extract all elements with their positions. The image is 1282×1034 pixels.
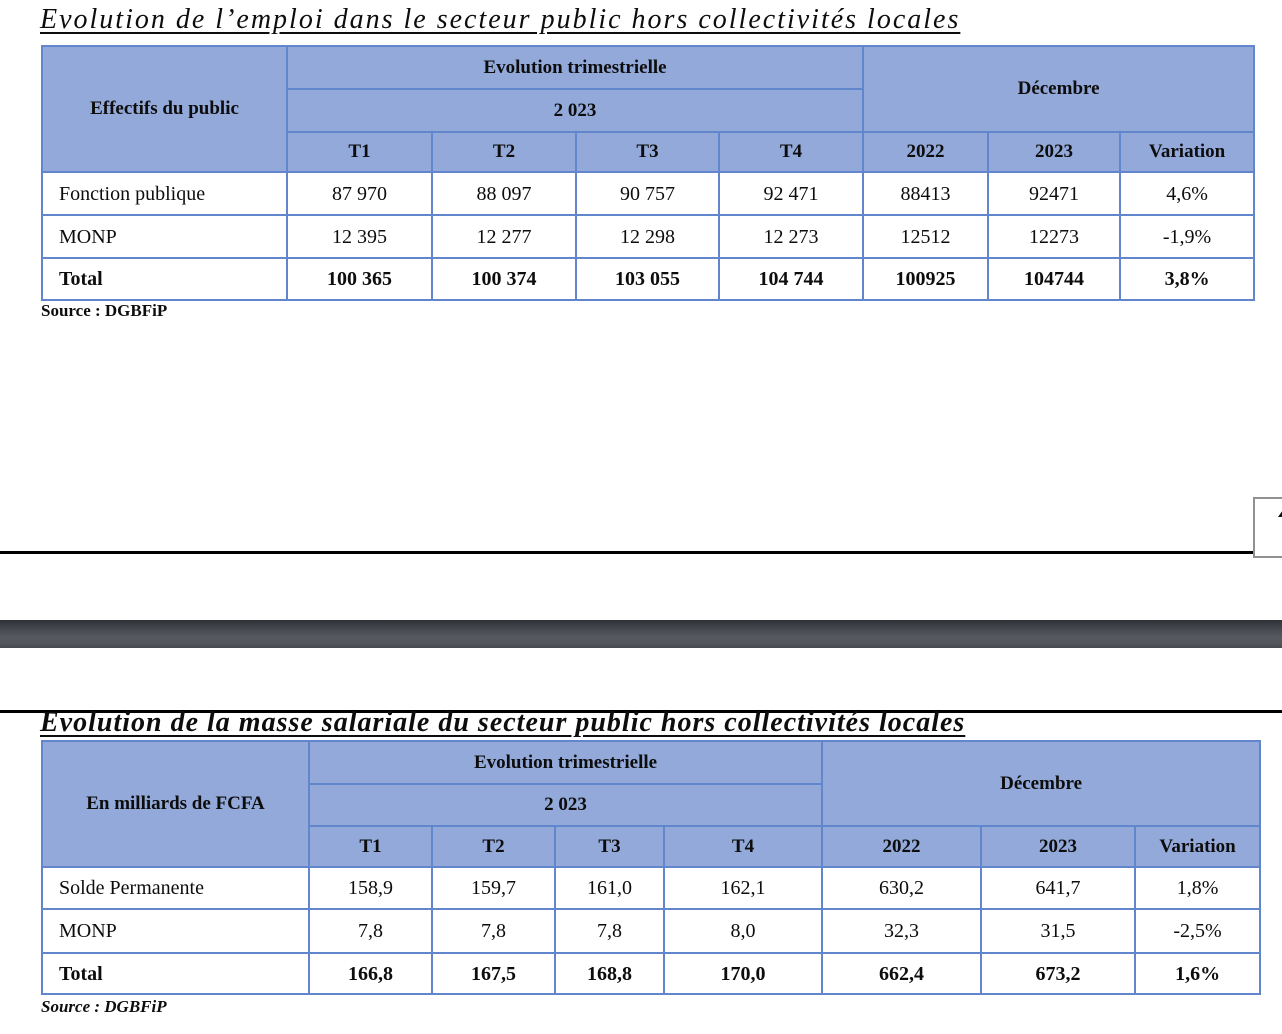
cropped-glyph [1278, 508, 1282, 517]
table-cell: -2,5% [1135, 909, 1260, 953]
table-cell: 168,8 [555, 953, 664, 994]
table-cell: 92 471 [719, 172, 863, 215]
table-total-row [42, 258, 1254, 300]
column-header: T2 [432, 132, 576, 172]
table-cell: 1,6% [1135, 953, 1260, 994]
table-cell: 104 744 [719, 258, 863, 300]
table2-source: Source : DGBFiP [41, 997, 167, 1016]
table-cell: 162,1 [664, 867, 822, 909]
table-cell: 104744 [988, 258, 1120, 300]
table-cell: 100 365 [287, 258, 432, 300]
table-cell: 12 395 [287, 215, 432, 258]
column-header: T3 [576, 132, 719, 172]
table-cell: 32,3 [822, 909, 981, 953]
table-cell: 88413 [863, 172, 988, 215]
table-total-row [42, 953, 1260, 994]
cropped-side-textbox [1253, 497, 1282, 558]
employment-table [41, 45, 1255, 301]
table-cell: 12273 [988, 215, 1120, 258]
employment-table-title: Evolution de l’emploi dans le secteur public hors collectivités locales [40, 4, 961, 35]
page1-bottom-edge [0, 551, 1282, 554]
table-cell: 8,0 [664, 909, 822, 953]
table-cell: 1,8% [1135, 867, 1260, 909]
row-label: Fonction publique [42, 172, 287, 215]
column-header: T3 [555, 826, 664, 867]
table-cell: 3,8% [1120, 258, 1254, 300]
table-cell: 90 757 [576, 172, 719, 215]
table-cell: 12512 [863, 215, 988, 258]
table-header-row [42, 46, 1254, 89]
column-header: 2023 [988, 132, 1120, 172]
corner-header: Effectifs du public [42, 46, 287, 172]
table-cell: 12 273 [719, 215, 863, 258]
table-cell: 161,0 [555, 867, 664, 909]
table-cell: 170,0 [664, 953, 822, 994]
page-gap-bar [0, 620, 1282, 648]
table-cell: 100 374 [432, 258, 576, 300]
table-cell: 158,9 [309, 867, 432, 909]
table-cell: 167,5 [432, 953, 555, 994]
column-header: Variation [1135, 826, 1260, 867]
table-cell: 662,4 [822, 953, 981, 994]
corner-header: En milliards de FCFA [42, 741, 309, 867]
table-cell: 7,8 [309, 909, 432, 953]
column-header: 2022 [863, 132, 988, 172]
payroll-table-title: Evolution de la masse salariale du secteur public hors collectivités locales [40, 707, 966, 738]
table-header-row [42, 741, 1260, 784]
column-header: T1 [287, 132, 432, 172]
table-row [42, 867, 1260, 909]
column-header: T4 [664, 826, 822, 867]
year-group-header: 2 023 [287, 89, 863, 132]
table-cell: 88 097 [432, 172, 576, 215]
table-cell: 31,5 [981, 909, 1135, 953]
table-cell: 641,7 [981, 867, 1135, 909]
table-cell: 87 970 [287, 172, 432, 215]
column-header: Variation [1120, 132, 1254, 172]
row-label: Solde Permanente [42, 867, 309, 909]
table-cell: 4,6% [1120, 172, 1254, 215]
table-cell: 92471 [988, 172, 1120, 215]
table-cell: 673,2 [981, 953, 1135, 994]
table-cell: 103 055 [576, 258, 719, 300]
table-cell: 166,8 [309, 953, 432, 994]
december-group-header: Décembre [863, 46, 1254, 132]
table-cell: 7,8 [555, 909, 664, 953]
table1-source: Source : DGBFiP [41, 301, 168, 320]
table-cell: 159,7 [432, 867, 555, 909]
row-label: MONP [42, 909, 309, 953]
row-label: Total [42, 953, 309, 994]
row-label: Total [42, 258, 287, 300]
table-cell: 630,2 [822, 867, 981, 909]
column-header: 2022 [822, 826, 981, 867]
quarterly-group-header: Evolution trimestrielle [287, 46, 863, 89]
payroll-table [41, 740, 1261, 995]
column-header: 2023 [981, 826, 1135, 867]
december-group-header: Décembre [822, 741, 1260, 826]
table-cell: -1,9% [1120, 215, 1254, 258]
table-row [42, 215, 1254, 258]
quarterly-group-header: Evolution trimestrielle [309, 741, 822, 784]
column-header: T4 [719, 132, 863, 172]
column-header: T2 [432, 826, 555, 867]
table-cell: 100925 [863, 258, 988, 300]
row-label: MONP [42, 215, 287, 258]
column-header: T1 [309, 826, 432, 867]
table-row [42, 172, 1254, 215]
table-cell: 12 277 [432, 215, 576, 258]
year-group-header: 2 023 [309, 784, 822, 826]
table-row [42, 909, 1260, 953]
table-cell: 12 298 [576, 215, 719, 258]
table-cell: 7,8 [432, 909, 555, 953]
